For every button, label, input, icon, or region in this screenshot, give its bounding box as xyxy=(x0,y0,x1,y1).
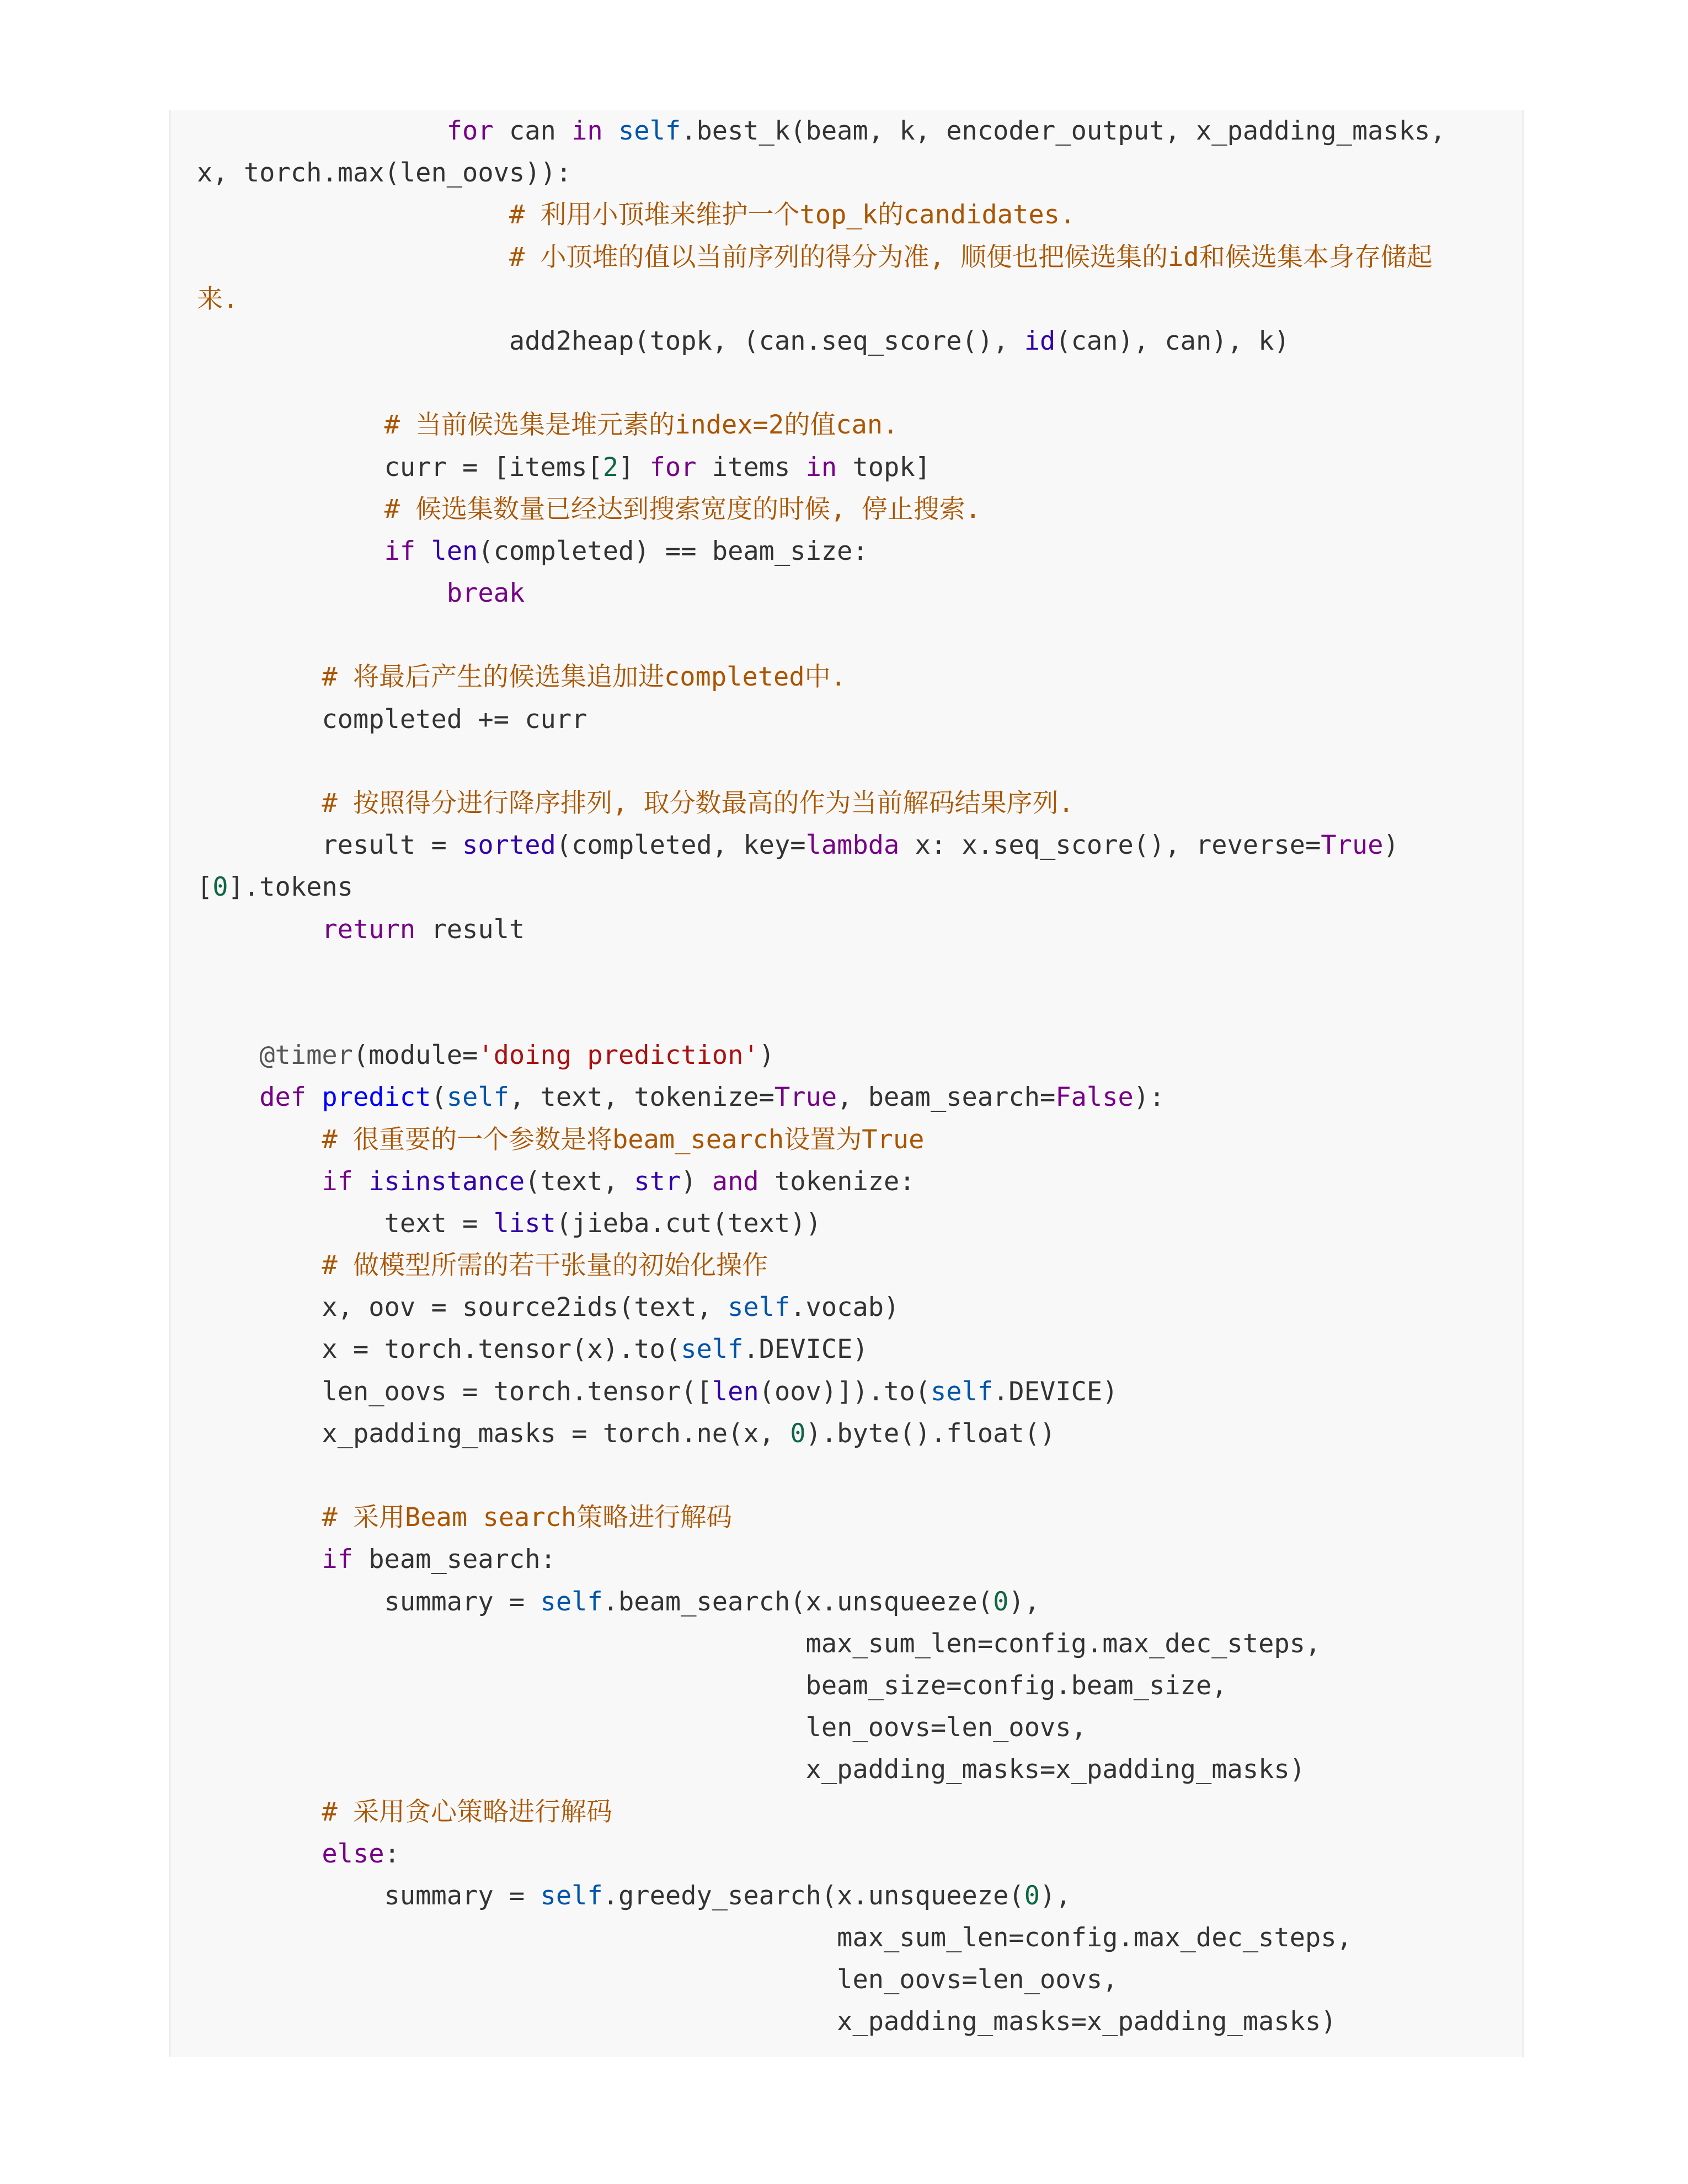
code-token: ].tokens xyxy=(228,872,353,903)
code-line xyxy=(197,993,1446,1035)
code-line xyxy=(197,489,1446,531)
code-token: # 利用小顶堆来维护一个top_k的candidates. xyxy=(509,200,1076,231)
code-token: 0 xyxy=(993,1586,1009,1617)
code-token xyxy=(197,914,322,945)
code-token: lambda xyxy=(805,830,900,861)
code-line xyxy=(197,866,1446,908)
code-line xyxy=(197,656,1446,698)
code-token: result xyxy=(415,914,525,945)
code-token: for xyxy=(649,452,697,483)
code-token xyxy=(197,1502,322,1533)
code-token: # 采用Beam search策略进行解码 xyxy=(322,1502,733,1533)
code-token: # 按照得分进行降序排列, 取分数最高的作为当前解码结果序列. xyxy=(322,788,1074,818)
code-token: in xyxy=(571,116,603,146)
code-token: self xyxy=(930,1376,993,1407)
code-token: items xyxy=(696,452,806,483)
code-token: # 做模型所需的若干张量的初始化操作 xyxy=(322,1250,768,1281)
code-block xyxy=(169,110,1524,2057)
code-token: if xyxy=(322,1166,353,1197)
code-token: self xyxy=(446,1082,509,1113)
code-token: [ xyxy=(197,872,213,903)
code-line xyxy=(197,1497,1446,1539)
code-token: # 很重要的一个参数是将beam_search设置为True xyxy=(322,1124,925,1155)
code-token: x: x.seq_score(), reverse= xyxy=(899,830,1321,861)
code-token: .vocab) xyxy=(790,1292,900,1323)
code-line xyxy=(197,237,1446,279)
code-token xyxy=(353,1166,368,1197)
code-token: : xyxy=(384,1838,400,1869)
code-line xyxy=(197,1371,1446,1413)
code-token: ) xyxy=(1383,830,1399,861)
code-token: ) xyxy=(758,1040,774,1071)
code-token: tokenize: xyxy=(758,1166,915,1197)
code-token: result = xyxy=(197,830,463,861)
code-line xyxy=(197,614,1446,656)
code-token: (can), can), k) xyxy=(1055,325,1290,356)
code-token: , beam_search= xyxy=(837,1082,1056,1113)
code-token: and xyxy=(712,1166,759,1197)
code-line xyxy=(197,1287,1446,1329)
code-token: 2 xyxy=(602,452,619,483)
code-token: beam_size=config.beam_size, xyxy=(197,1670,1227,1701)
code-token: curr = [items[ xyxy=(197,452,603,483)
code-token xyxy=(197,1166,322,1197)
code-token xyxy=(603,116,618,146)
code-token: isinstance xyxy=(368,1166,525,1197)
code-token: x = torch.tensor(x).to( xyxy=(197,1334,681,1365)
code-line xyxy=(197,194,1446,236)
code-line xyxy=(197,1077,1446,1118)
code-token: # 将最后产生的候选集追加进completed中. xyxy=(322,662,846,693)
code-line xyxy=(197,699,1446,741)
code-line xyxy=(197,1875,1446,1917)
code-token: (jieba.cut(text)) xyxy=(555,1208,821,1239)
code-line xyxy=(197,2001,1446,2043)
code-token: str xyxy=(634,1166,681,1197)
code-token: (completed, key= xyxy=(555,830,806,861)
code-token: len_oovs=len_oovs, xyxy=(197,1712,1087,1743)
code-token: completed += curr xyxy=(197,704,587,735)
code-token: add2heap(topk, (can.seq_score(), xyxy=(197,325,1024,356)
code-line xyxy=(197,1917,1446,1959)
code-line xyxy=(197,531,1446,572)
code-token: if xyxy=(384,536,416,566)
code-token: .beam_search(x.unsqueeze( xyxy=(602,1586,993,1617)
code-line xyxy=(197,741,1446,783)
code-token: x_padding_masks=x_padding_masks) xyxy=(197,1754,1306,1785)
code-token: predict xyxy=(322,1082,431,1113)
code-line xyxy=(197,1161,1446,1203)
code-token xyxy=(197,662,322,692)
code-token: return xyxy=(322,914,416,945)
code-token: self xyxy=(618,116,681,146)
code-token: , text, tokenize= xyxy=(509,1082,774,1113)
code-line xyxy=(197,1833,1446,1875)
code-token: # 候选集数量已经达到搜索宽度的时候, 停止搜索. xyxy=(384,494,981,524)
code-token: text = xyxy=(197,1208,494,1239)
code-token: # 小顶堆的值以当前序列的得分为准, 顺便也把候选集的id和候选集本身存储起 xyxy=(509,242,1433,272)
code-line xyxy=(197,1959,1446,2001)
code-token: ), xyxy=(1040,1880,1071,1911)
code-token: True xyxy=(1321,830,1383,861)
code-token: else xyxy=(322,1838,384,1869)
code-line xyxy=(197,1581,1446,1623)
code-line xyxy=(197,110,1446,152)
code-token: .greedy_search(x.unsqueeze( xyxy=(602,1880,1024,1911)
code-line xyxy=(197,362,1446,404)
code-token: (text, xyxy=(525,1166,634,1197)
code-token: 0 xyxy=(1024,1880,1040,1911)
code-token: .best_k(beam, k, encoder_output, x_padding_masks, xyxy=(681,116,1446,146)
code-token xyxy=(197,1040,259,1070)
code-token: len_oovs=len_oovs, xyxy=(197,1964,1118,1995)
code-token xyxy=(197,788,322,818)
code-token: id xyxy=(1024,325,1056,356)
code-listing xyxy=(197,110,1446,2043)
code-line xyxy=(197,279,1446,320)
code-token: False xyxy=(1055,1082,1134,1113)
code-token: # 当前候选集是堆元素的index=2的值can. xyxy=(384,410,899,441)
code-token: summary = xyxy=(197,1880,541,1911)
code-token: topk] xyxy=(837,452,931,483)
code-token: max_sum_len=config.max_dec_steps, xyxy=(197,1628,1321,1659)
code-token: x, torch.max(len_oovs)): xyxy=(197,158,572,189)
code-line xyxy=(197,1413,1446,1455)
code-token: x_padding_masks = torch.ne(x, xyxy=(197,1418,790,1449)
code-line xyxy=(197,1623,1446,1665)
code-token: for xyxy=(446,116,494,146)
code-line xyxy=(197,1329,1446,1371)
code-token: ) xyxy=(681,1166,712,1197)
code-line xyxy=(197,1749,1446,1791)
code-token: beam_search: xyxy=(352,1544,556,1575)
code-token: break xyxy=(446,578,525,609)
code-line xyxy=(197,1203,1446,1245)
code-token: list xyxy=(493,1208,556,1239)
code-token xyxy=(197,1797,322,1827)
code-token: ( xyxy=(431,1082,447,1113)
code-line xyxy=(197,1665,1446,1707)
code-line xyxy=(197,404,1446,446)
code-token: x, oov = source2ids(text, xyxy=(197,1292,728,1323)
code-token: (completed) == beam_size: xyxy=(478,536,868,566)
code-line xyxy=(197,447,1446,489)
code-token: 0 xyxy=(790,1418,806,1449)
code-line xyxy=(197,1119,1446,1161)
code-token: summary = xyxy=(197,1586,541,1617)
code-token: .DEVICE) xyxy=(993,1376,1118,1407)
code-token xyxy=(197,578,447,608)
code-line xyxy=(197,951,1446,993)
code-token: in xyxy=(805,452,837,483)
code-line xyxy=(197,783,1446,825)
code-token: ).byte().float() xyxy=(805,1418,1056,1449)
code-token xyxy=(197,1544,322,1575)
code-token: if xyxy=(322,1544,353,1575)
code-token: max_sum_len=config.max_dec_steps, xyxy=(197,1923,1352,1953)
code-token: self xyxy=(728,1292,790,1323)
code-token: True xyxy=(774,1082,837,1113)
code-token xyxy=(197,200,509,230)
code-token: @timer xyxy=(259,1040,353,1071)
code-token xyxy=(197,1125,322,1155)
code-token xyxy=(197,116,447,146)
code-token: .DEVICE) xyxy=(743,1334,868,1365)
code-token: sorted xyxy=(462,830,556,861)
code-token: self xyxy=(540,1880,603,1911)
code-token: len_oovs = torch.tensor([ xyxy=(197,1376,712,1407)
code-token: self xyxy=(540,1586,603,1617)
code-line xyxy=(197,1707,1446,1749)
code-token: ), xyxy=(1008,1586,1040,1617)
code-token: 来. xyxy=(197,283,239,314)
code-token: len xyxy=(712,1376,759,1407)
code-line xyxy=(197,909,1446,951)
code-line xyxy=(197,152,1446,194)
code-token: self xyxy=(681,1334,744,1365)
code-token: # 采用贪心策略进行解码 xyxy=(322,1796,612,1827)
code-token: len xyxy=(431,536,478,566)
code-line xyxy=(197,572,1446,614)
code-token: 0 xyxy=(212,872,228,903)
code-token xyxy=(197,494,384,524)
code-token: (module= xyxy=(352,1040,478,1071)
code-line xyxy=(197,1455,1446,1497)
code-line xyxy=(197,1791,1446,1833)
code-line xyxy=(197,320,1446,362)
code-line xyxy=(197,825,1446,866)
code-token: def xyxy=(259,1082,307,1113)
code-line xyxy=(197,1245,1446,1287)
code-token: ): xyxy=(1133,1082,1165,1113)
code-token xyxy=(197,1839,322,1869)
code-token: 'doing prediction' xyxy=(478,1040,759,1071)
code-token: x_padding_masks=x_padding_masks) xyxy=(197,2006,1337,2037)
code-token xyxy=(306,1082,322,1112)
code-line xyxy=(197,1035,1446,1077)
code-token xyxy=(197,536,384,566)
code-line xyxy=(197,1539,1446,1581)
code-token xyxy=(197,1250,322,1281)
code-token xyxy=(197,410,384,440)
code-token: ] xyxy=(618,452,650,483)
code-token xyxy=(197,1082,259,1112)
code-token xyxy=(197,242,509,272)
code-token xyxy=(415,536,431,566)
code-token: can xyxy=(493,116,572,146)
code-token: (oov)]).to( xyxy=(758,1376,931,1407)
